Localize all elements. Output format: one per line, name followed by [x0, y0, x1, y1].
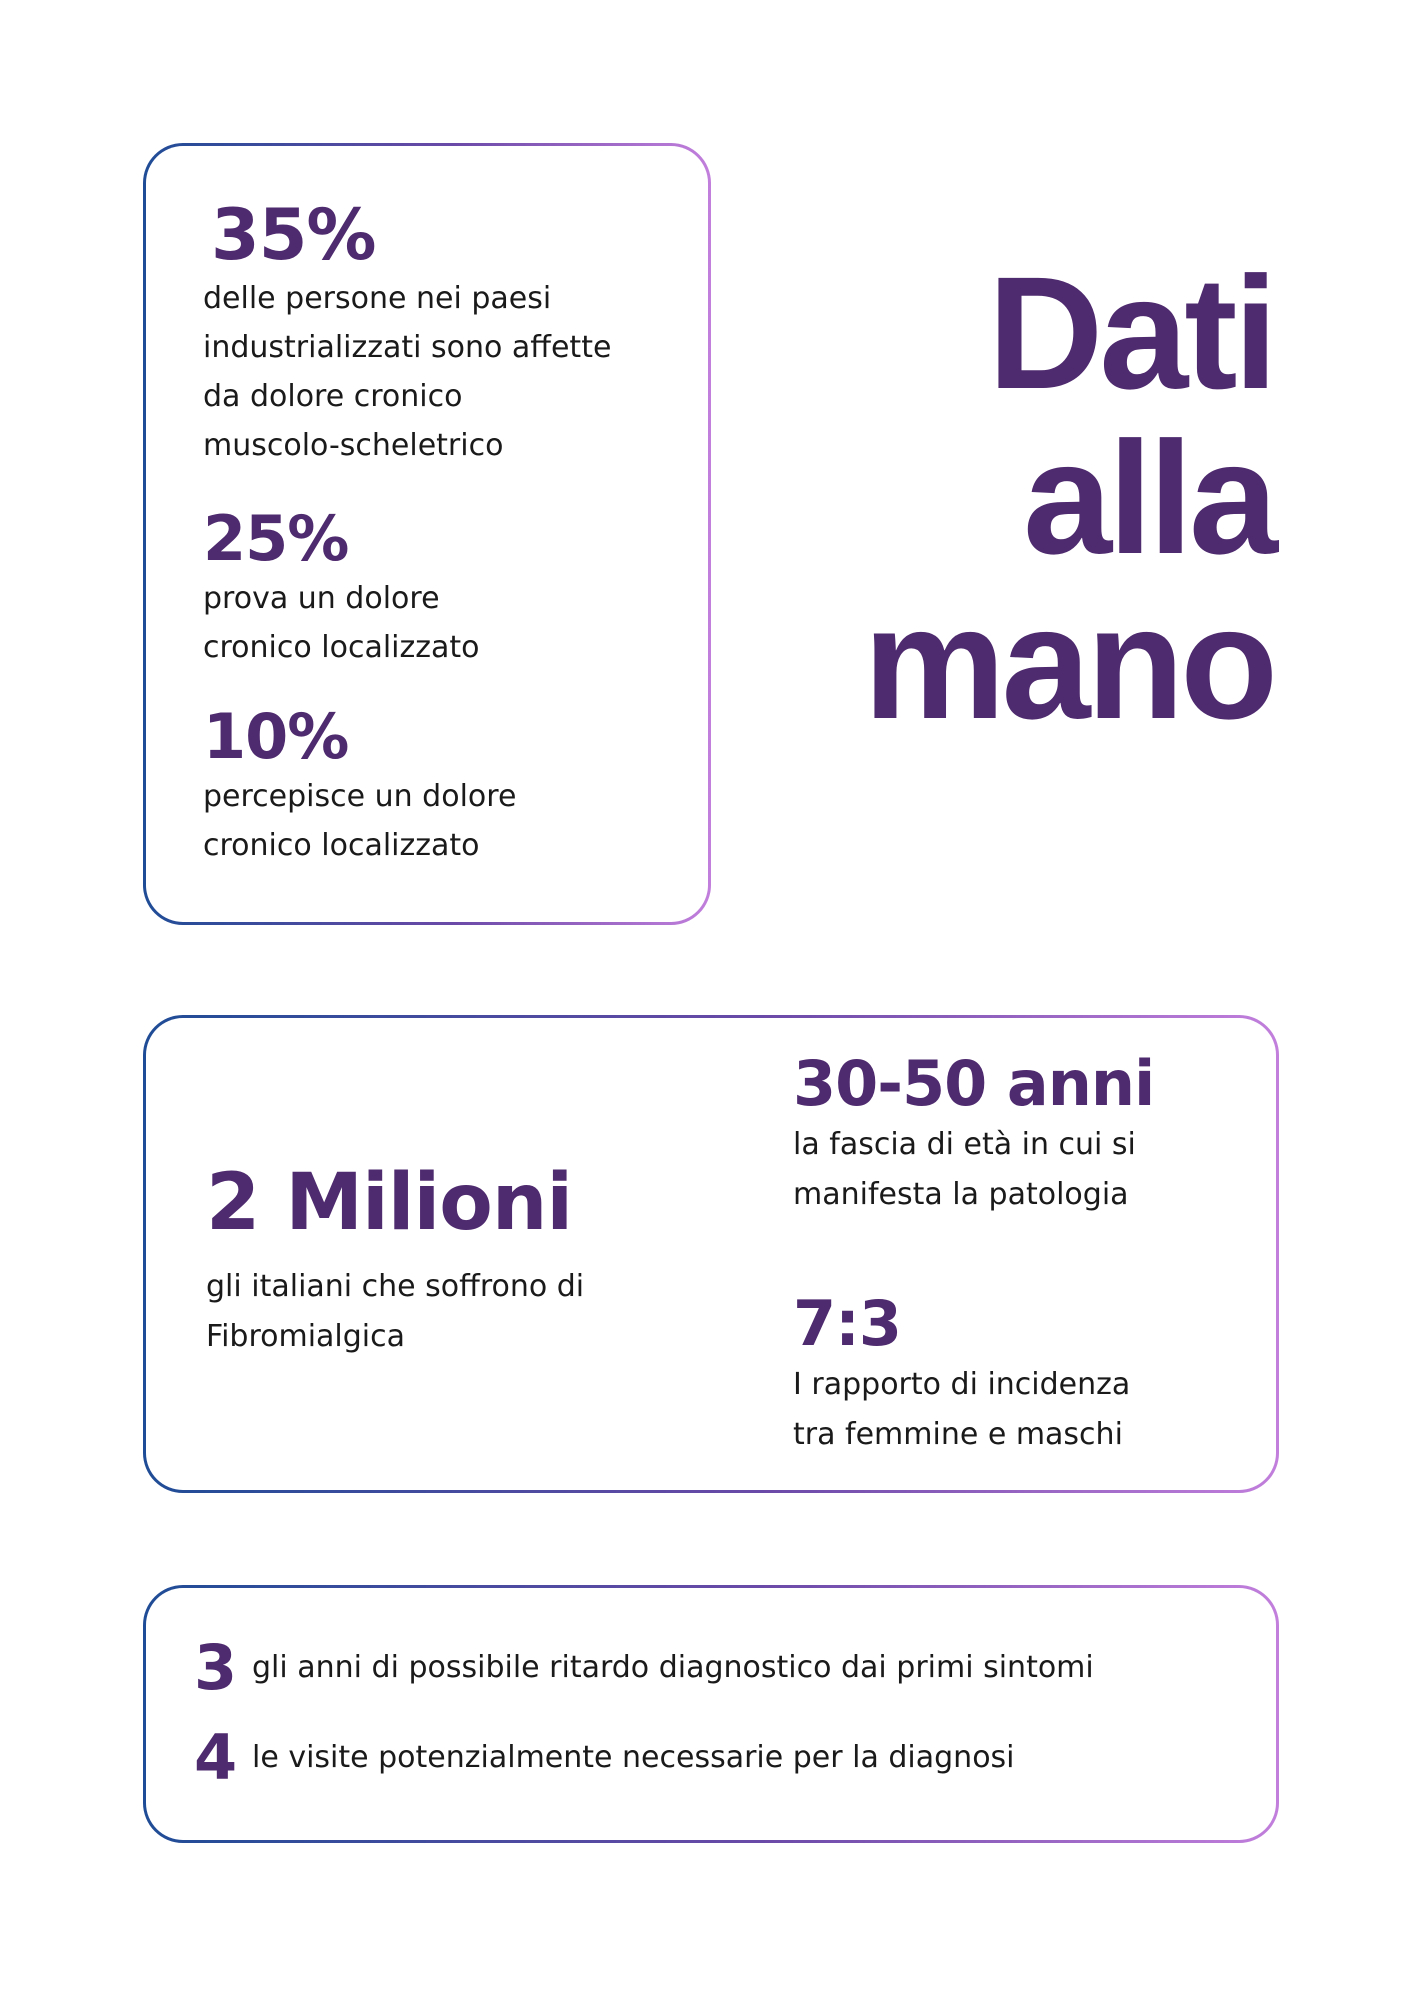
- stat-description-line: tra femmine e maschi: [793, 1417, 1123, 1452]
- title-line: alla: [1023, 408, 1274, 587]
- stat-description-line: gli italiani che soffrono di: [206, 1269, 585, 1304]
- list-item: [194, 1720, 1015, 1796]
- stat-description-line: I rapporto di incidenza: [793, 1367, 1131, 1402]
- page-title: [714, 243, 1274, 752]
- stat-block-25: [203, 504, 683, 672]
- stat-value: 30-50 anni: [793, 1047, 1155, 1120]
- stat-description-line: delle persone nei paesi: [203, 281, 552, 316]
- stat-description-line: percepisce un dolore: [203, 779, 517, 814]
- stat-description-line: cronico localizzato: [203, 630, 480, 665]
- stat-text: gli anni di possibile ritardo diagnostico dai primi sintomi: [252, 1650, 1094, 1685]
- stats-card-diagnosis: [143, 1585, 1279, 1843]
- stat-description-line: manifesta la patologia: [793, 1177, 1129, 1212]
- stat-description: [203, 274, 683, 470]
- stat-description-line: da dolore cronico: [203, 379, 463, 414]
- stat-description: [203, 772, 683, 870]
- title-line: mano: [863, 573, 1274, 752]
- stat-text: le visite potenzialmente necessarie per la diagnosi: [252, 1740, 1015, 1775]
- stat-description-line: prova un dolore: [203, 581, 440, 616]
- stat-description-line: industrializzati sono affette: [203, 330, 612, 365]
- stat-block-ratio: [793, 1288, 1253, 1460]
- stats-card-fibromyalgia: [143, 1015, 1279, 1493]
- stat-block-2-milioni: [206, 1158, 676, 1362]
- list-item: [194, 1630, 1094, 1706]
- stat-value: 10%: [203, 700, 349, 773]
- stat-value: 7:3: [793, 1287, 902, 1360]
- stat-value: 35%: [211, 194, 376, 276]
- stat-number: 3: [194, 1631, 238, 1704]
- stat-description: [206, 1262, 676, 1362]
- stat-block-35: [203, 196, 683, 470]
- stat-description-line: cronico localizzato: [203, 828, 480, 863]
- stat-block-age-range: [793, 1048, 1253, 1220]
- stat-value: 2 Milioni: [206, 1158, 573, 1248]
- stat-description-line: Fibromialgica: [206, 1319, 406, 1354]
- stat-number: 4: [194, 1721, 238, 1794]
- stat-block-10: [203, 702, 683, 870]
- title-line: Dati: [987, 243, 1274, 422]
- stat-description: [203, 574, 683, 672]
- stats-card-pain: [143, 143, 711, 925]
- stat-description: [793, 1360, 1253, 1460]
- stat-description-line: la fascia di età in cui si: [793, 1127, 1136, 1162]
- stat-description-line: muscolo-scheletrico: [203, 428, 504, 463]
- stat-description: [793, 1120, 1253, 1220]
- stat-value: 25%: [203, 502, 349, 575]
